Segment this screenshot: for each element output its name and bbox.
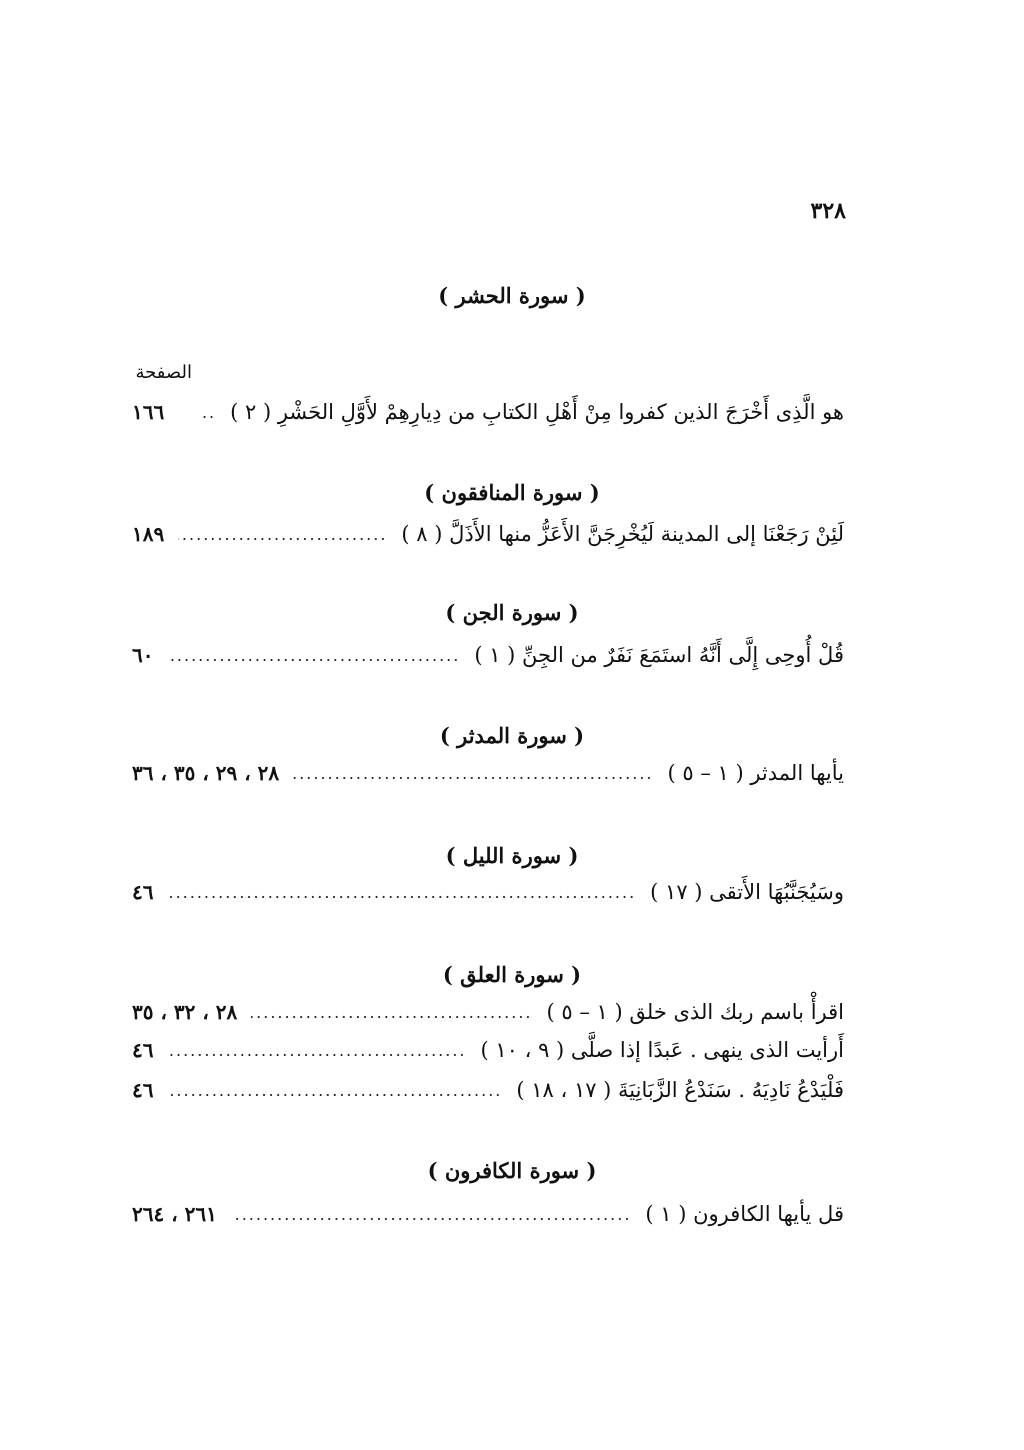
verse-text: قُلْ أُوحِى إِلَّى أَنَّهُ استَمَعَ نَفَرٌ من الجِنِّ ( ١ ) (474, 643, 844, 667)
surah-title-al-hashr: ( سورة الحشر ) (438, 283, 586, 308)
page-reference: ٤٦ (132, 1038, 154, 1062)
index-entry (132, 1033, 844, 1067)
index-entry (132, 875, 844, 909)
page-reference: ٦٠ (132, 643, 154, 667)
page-reference: ٢٨ ، ٢٩ ، ٣٥ ، ٣٦ (132, 761, 280, 785)
page-reference: ٢٦١ ، ٢٦٤ (132, 1202, 217, 1226)
page-reference: ٢٨ ، ٣٢ ، ٣٥ (132, 1000, 238, 1024)
verse-text: فَلْيَدْعُ نَادِيَهُ . سَنَدْعُ الزَّبَانِيَةَ ( ١٧ ، ١٨ ) (516, 1078, 844, 1102)
index-entry (132, 1197, 844, 1231)
index-entry (132, 756, 844, 790)
index-entry (132, 1073, 844, 1107)
page-number: ٣٢٨ (810, 198, 846, 224)
verse-text: وسَيُجَنَّبُهَا الأَتقى ( ١٧ ) (650, 880, 844, 904)
page-reference: ١٦٦ (132, 400, 165, 424)
page-reference: ٤٦ (132, 880, 154, 904)
short-leader: .. (201, 402, 217, 422)
verse-text: هو الَّذِى أَخْرَجَ الذين كفروا مِنْ أَهْلِ الكتابِ من دِيارِهِمْ لأَوَّلِ الحَشْرِ ( ٢ ) (230, 400, 844, 424)
verse-text: قل يأيها الكافرون ( ١ ) (645, 1202, 844, 1226)
verse-text: أَرأيت الذى ينهى . عَبدًا إذا صلَّى ( ٩ ، ١٠ ) (480, 1038, 844, 1062)
dot-leader (251, 1003, 532, 1022)
dot-leader (167, 646, 460, 665)
verse-text: يأيها المدثر ( ١ – ٥ ) (667, 761, 844, 785)
surah-title-al-jinn: ( سورة الجن ) (445, 600, 579, 625)
index-entry (132, 395, 844, 429)
verse-text: لَئِنْ رَجَعْنَا إلى المدينة لَيُخْرِجَنَّ الأَعَزُّ منها الأَذَلَّ ( ٨ ) (401, 522, 844, 546)
page-reference: ٤٦ (132, 1078, 154, 1102)
surah-title-al-kafirun: ( سورة الكافرون ) (427, 1158, 597, 1183)
surah-title-al-alaq: ( سورة العلق ) (442, 962, 582, 987)
dot-leader (167, 1041, 466, 1060)
verse-text: اقرأْ باسم ربك الذى خلق ( ١ – ٥ ) (546, 1000, 844, 1024)
dot-leader (167, 1081, 502, 1100)
dot-leader (231, 1205, 632, 1224)
page-reference: ١٨٩ (132, 522, 165, 546)
dot-leader (178, 525, 387, 544)
surah-title-al-muddaththir: ( سورة المدثر ) (439, 723, 585, 748)
index-entry (132, 995, 844, 1029)
index-entry (132, 517, 844, 551)
dot-leader (293, 764, 653, 783)
dot-leader (167, 883, 636, 902)
page-column-label: الصفحة (135, 362, 192, 383)
surah-title-al-layl: ( سورة الليل ) (445, 843, 579, 868)
index-entry (132, 638, 844, 672)
surah-title-al-munafiqun: ( سورة المنافقون ) (424, 480, 600, 505)
